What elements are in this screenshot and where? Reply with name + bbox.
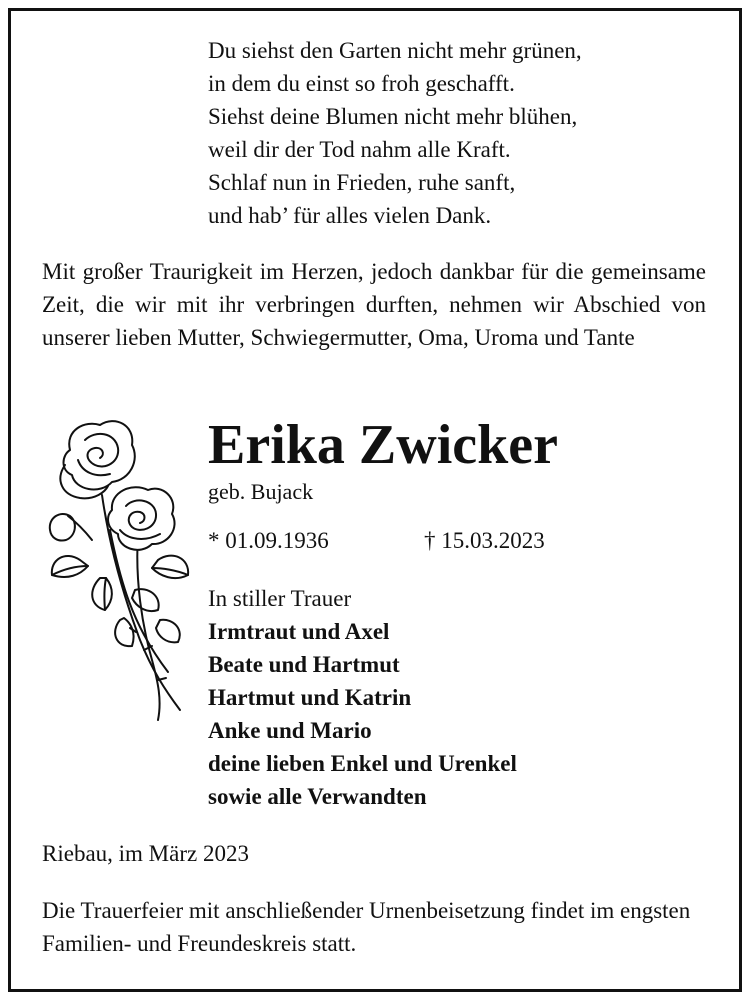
mourner-entry: sowie alle Verwandten [208,784,427,809]
mourner-entry: Beate und Hartmut [208,652,400,677]
poem [208,34,582,232]
intro-text: Mit großer Traurigkeit im Herzen, jedoch dankbar für die gemeinsame Zeit, die wir mit ihr verbringen durften, nehmen wir Abschied von unserer lieben Mutter, Schwiegermutter, Oma, Uroma und Tante [42,259,706,350]
deceased-name: Erika Zwicker [208,414,558,476]
ceremony-notice: Die Trauerfeier mit anschließender Urnenbeisetzung findet im engsten Familien- und Freundeskreis statt. [42,898,691,956]
mourning-label: In stiller Trauer [208,586,352,611]
poem-line: Schlaf nun in Frieden, ruhe sanft, [208,170,516,195]
rose-icon [40,410,200,730]
birth-date: * 01.09.1936 [208,528,329,553]
death-date: † 15.03.2023 [424,528,545,553]
poem-line: in dem du einst so froh geschafft. [208,71,515,96]
poem-line: weil dir der Tod nahm alle Kraft. [208,137,511,162]
poem-line: und hab’ für alles vielen Dank. [208,203,492,228]
poem-line: Du siehst den Garten nicht mehr grünen, [208,38,582,63]
maiden-name: geb. Bujack [208,479,314,504]
mourner-entry: Anke und Mario [208,718,372,743]
mourners-list [208,615,517,813]
mourner-entry: Hartmut und Katrin [208,685,412,710]
poem-line: Siehst deine Blumen nicht mehr blühen, [208,104,578,129]
mourner-entry: Irmtraut und Axel [208,619,390,644]
mourner-entry: deine lieben Enkel und Urenkel [208,751,517,776]
place-date: Riebau, im März 2023 [42,841,249,866]
